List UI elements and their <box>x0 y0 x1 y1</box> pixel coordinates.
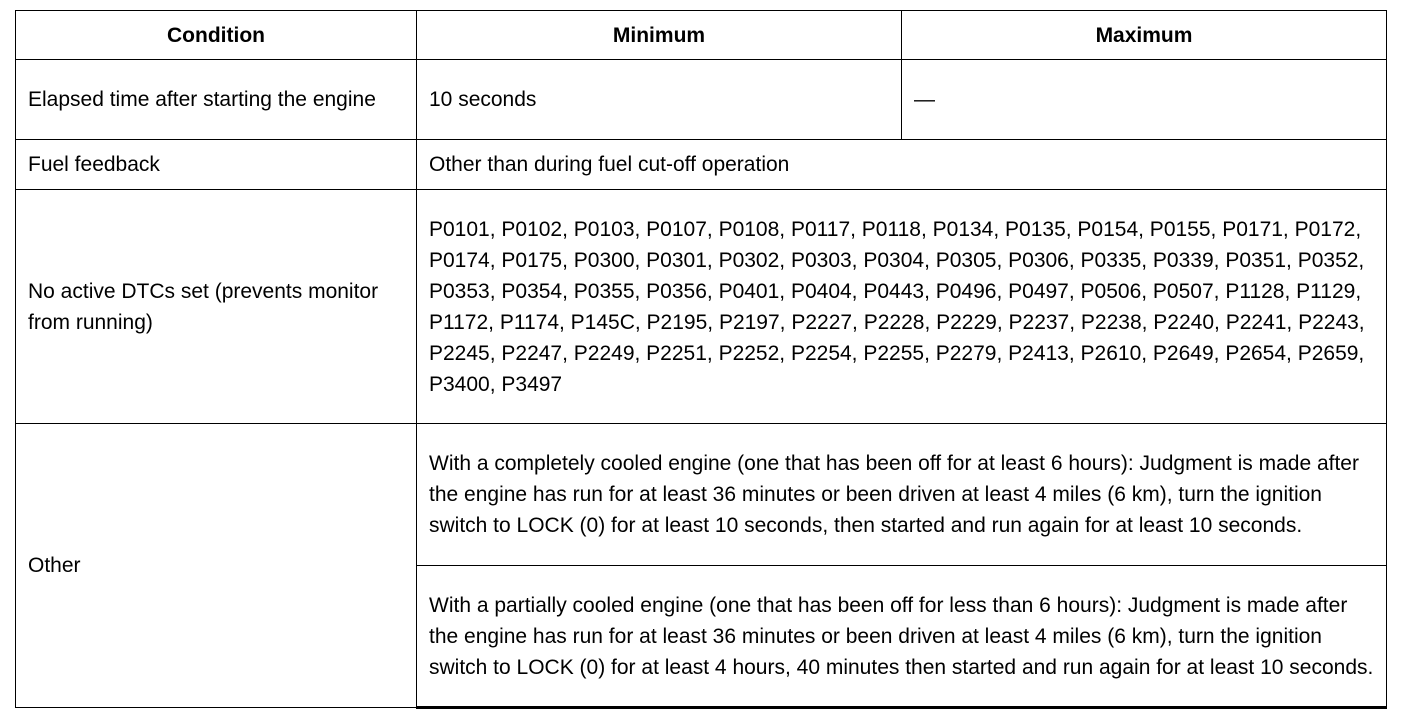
maximum-elapsed-time: — <box>902 60 1387 140</box>
condition-elapsed-time: Elapsed time after starting the engine <box>16 60 417 140</box>
condition-fuel-feedback: Fuel feedback <box>16 140 417 190</box>
table-header-row <box>16 11 1387 60</box>
table-row-no-active-dtcs <box>16 190 1387 424</box>
table-row-fuel-feedback <box>16 140 1387 190</box>
value-dtc-list: P0101, P0102, P0103, P0107, P0108, P0117, P0118, P0134, P0135, P0154, P0155, P0171, P0172, P0174, P0175, P0300, P0301, P0302, P0303, P0304, P0305, P0306, P0335, P0339, P0351, P0352, P0353, P0354, P0355, P0356, P0401, P0404, P0443, P0496, P0497, P0506, P0507, P1128, P1129, P1172, P1174, P145C, P2195, P2197, P2227, P2228, P2229, P2237, P2238, P2240, P2241, P2243, P2245, P2247, P2249, P2251, P2252, P2254, P2255, P2279, P2413, P2610, P2649, P2654, P2659, P3400, P3497 <box>417 190 1387 424</box>
value-other-completely-cooled: With a completely cooled engine (one that has been off for at least 6 hours): Judgment is made after the engine has run for at least 36 minutes or been driven at least 4 miles (6 km), turn the ignition switch to LOCK (0) for at least 10 seconds, then started and run again for at least 10 seconds. <box>417 424 1387 566</box>
condition-no-active-dtcs: No active DTCs set (prevents monitor from running) <box>16 190 417 424</box>
condition-other: Other <box>16 424 417 708</box>
header-condition: Condition <box>16 11 417 60</box>
table-row-other-completely-cooled <box>16 424 1387 566</box>
minimum-elapsed-time: 10 seconds <box>417 60 902 140</box>
conditions-table <box>15 10 1387 709</box>
table-row-elapsed-time <box>16 60 1387 140</box>
value-other-partially-cooled: With a partially cooled engine (one that has been off for less than 6 hours): Judgment is made after the engine has run for at least 36 minutes or been driven at least 4 miles (6 km), turn the ignition switch to LOCK (0) for at least 4 hours, 40 minutes then started and run again for at least 10 seconds. <box>417 566 1387 708</box>
header-minimum: Minimum <box>417 11 902 60</box>
value-fuel-feedback: Other than during fuel cut-off operation <box>417 140 1387 190</box>
header-maximum: Maximum <box>902 11 1387 60</box>
